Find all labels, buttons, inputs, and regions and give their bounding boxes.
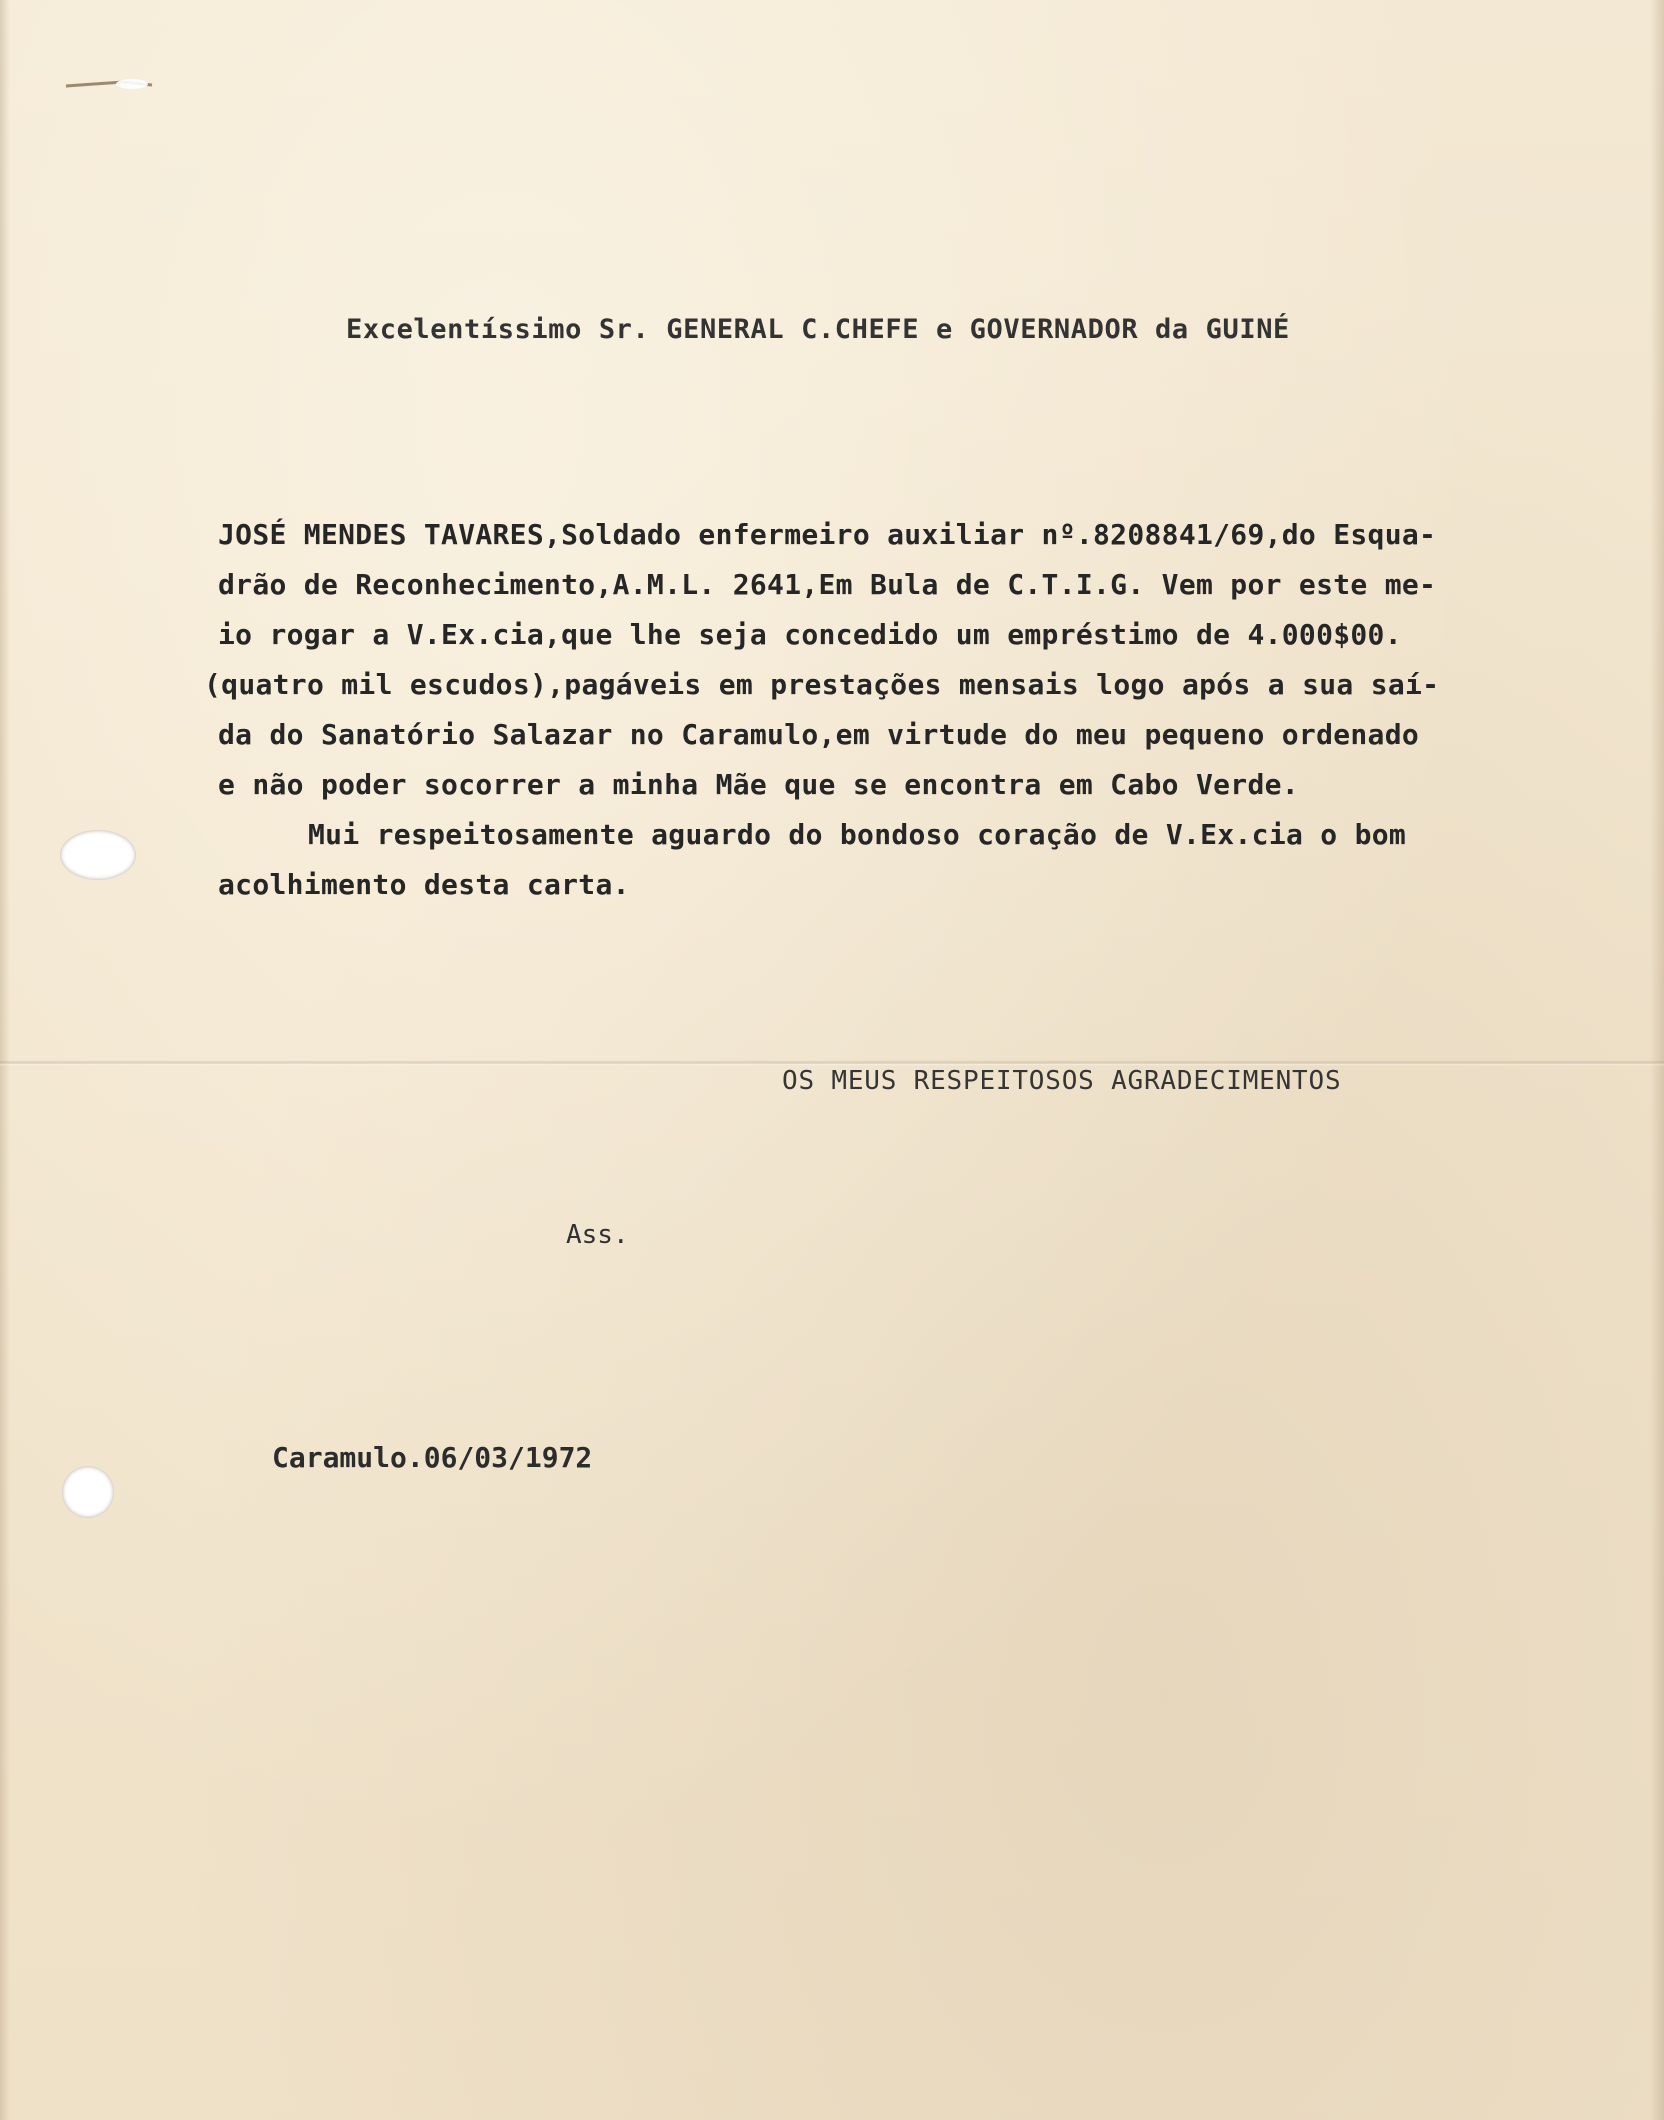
signature-label: Ass. [566,1220,629,1250]
staple-tear-mark [64,78,154,92]
punch-hole-upper [60,830,136,880]
place-date: Caramulo.06/03/1972 [272,1441,593,1474]
body-line: e não poder socorrer a minha Mãe que se encontra em Cabo Verde. [218,768,1299,801]
body-line: JOSÉ MENDES TAVARES,Soldado enfermeiro auxiliar nº.8208841/69,do Esqua- [218,518,1437,551]
body-line: da do Sanatório Salazar no Caramulo,em virtude do meu pequeno ordenado [218,718,1420,751]
closing-line: OS MEUS RESPEITOSOS AGRADECIMENTOS [782,1066,1342,1096]
body-line: drão de Reconhecimento,A.M.L. 2641,Em Bula de C.T.I.G. Vem por este me- [218,568,1437,601]
punch-hole-lower [62,1466,114,1518]
second-paragraph-line: Mui respeitosamente aguardo do bondoso coração de V.Ex.cia o bom [308,818,1407,851]
body-line: io rogar a V.Ex.cia,que lhe seja concedido um empréstimo de 4.000$00. [218,618,1402,651]
second-paragraph-line: acolhimento desta carta. [218,868,630,901]
salutation: Excelentíssimo Sr. GENERAL C.CHEFE e GOVERNADOR da GUINÉ [346,314,1290,345]
body-line: (quatro mil escudos),pagáveis em prestações mensais logo após a sua saí- [204,668,1440,701]
